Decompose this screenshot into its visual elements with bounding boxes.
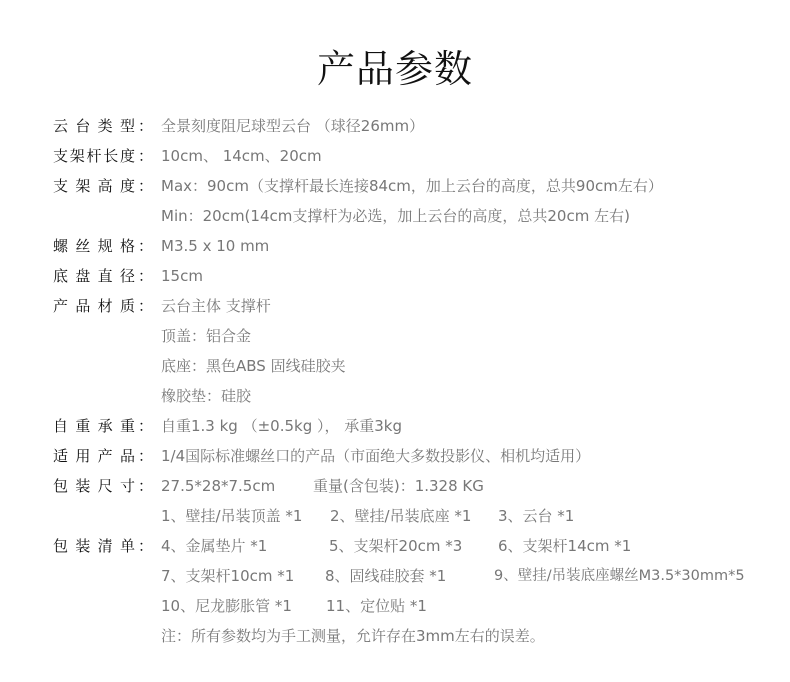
packing-item: 1、壁挂/吊装顶盖 *1 <box>161 507 303 525</box>
spec-value: 1/4国际标准螺丝口的产品（市面绝大多数投影仪、相机均适用） <box>161 447 591 465</box>
packing-item: 9、壁挂/吊装底座螺丝M3.5*30mm*5 <box>494 568 745 584</box>
package-weight: 重量(含包装)：1.328 KG <box>313 477 484 495</box>
packing-item: 7、支架杆10cm *1 <box>161 567 295 585</box>
spec-value: Max：90cm（支撑杆最长连接84cm，加上云台的高度，总共90cm左右） <box>161 177 663 195</box>
spec-value: 10cm、 14cm、20cm <box>161 147 322 165</box>
spec-value: Min：20cm(14cm支撑杆为必选，加上云台的高度，总共20cm 左右) <box>161 207 630 225</box>
spec-colon: ： <box>138 447 154 465</box>
spec-value: 15cm <box>161 267 203 285</box>
spec-colon: ： <box>138 537 154 555</box>
packing-item: 6、支架杆14cm *1 <box>498 537 632 555</box>
spec-label: 自重承重 <box>53 417 135 435</box>
spec-label: 包装清单 <box>53 537 135 555</box>
packing-item: 2、壁挂/吊装底座 *1 <box>330 507 472 525</box>
spec-colon: ： <box>138 417 154 435</box>
packing-item: 4、金属垫片 *1 <box>161 537 268 555</box>
packing-item: 3、云台 *1 <box>498 507 575 525</box>
spec-value: 云台主体 支撑杆 <box>161 297 271 315</box>
packing-item: 5、支架杆20cm *3 <box>329 537 463 555</box>
spec-label: 包装尺寸 <box>53 477 135 495</box>
page-title: 产品参数 <box>316 47 473 91</box>
spec-colon: ： <box>138 267 154 285</box>
spec-label: 螺丝规格 <box>53 237 135 255</box>
packing-item: 11、定位贴 *1 <box>326 597 427 615</box>
spec-colon: ： <box>138 477 154 495</box>
spec-value: M3.5 x 10 mm <box>161 237 270 255</box>
spec-label: 适用产品 <box>53 447 135 465</box>
spec-value: 橡胶垫：硅胶 <box>161 387 252 405</box>
spec-label: 产品材质 <box>53 297 135 315</box>
packing-item: 8、固线硅胶套 *1 <box>325 567 447 585</box>
spec-colon: ： <box>138 177 154 195</box>
spec-label: 底盘直径 <box>53 267 135 285</box>
packing-item: 10、尼龙膨胀管 *1 <box>161 597 292 615</box>
spec-colon: ： <box>138 297 154 315</box>
spec-label: 支架杆长度 <box>53 147 135 165</box>
spec-value: 自重1.3 kg （±0.5kg ）， 承重3kg <box>161 417 403 435</box>
spec-colon: ： <box>138 147 154 165</box>
spec-colon: ： <box>138 117 154 135</box>
spec-value: 27.5*28*7.5cm <box>161 477 276 495</box>
spec-value: 底座：黑色ABS 固线硅胶夹 <box>161 357 346 375</box>
spec-label: 云台类型 <box>53 117 135 135</box>
note-text: 注：所有参数均为手工测量，允许存在3mm左右的误差。 <box>161 627 545 645</box>
spec-label: 支架高度 <box>53 177 135 195</box>
spec-value: 顶盖：铝合金 <box>161 327 252 345</box>
spec-value: 全景刻度阻尼球型云台 （球径26mm） <box>161 117 425 135</box>
spec-colon: ： <box>138 237 154 255</box>
